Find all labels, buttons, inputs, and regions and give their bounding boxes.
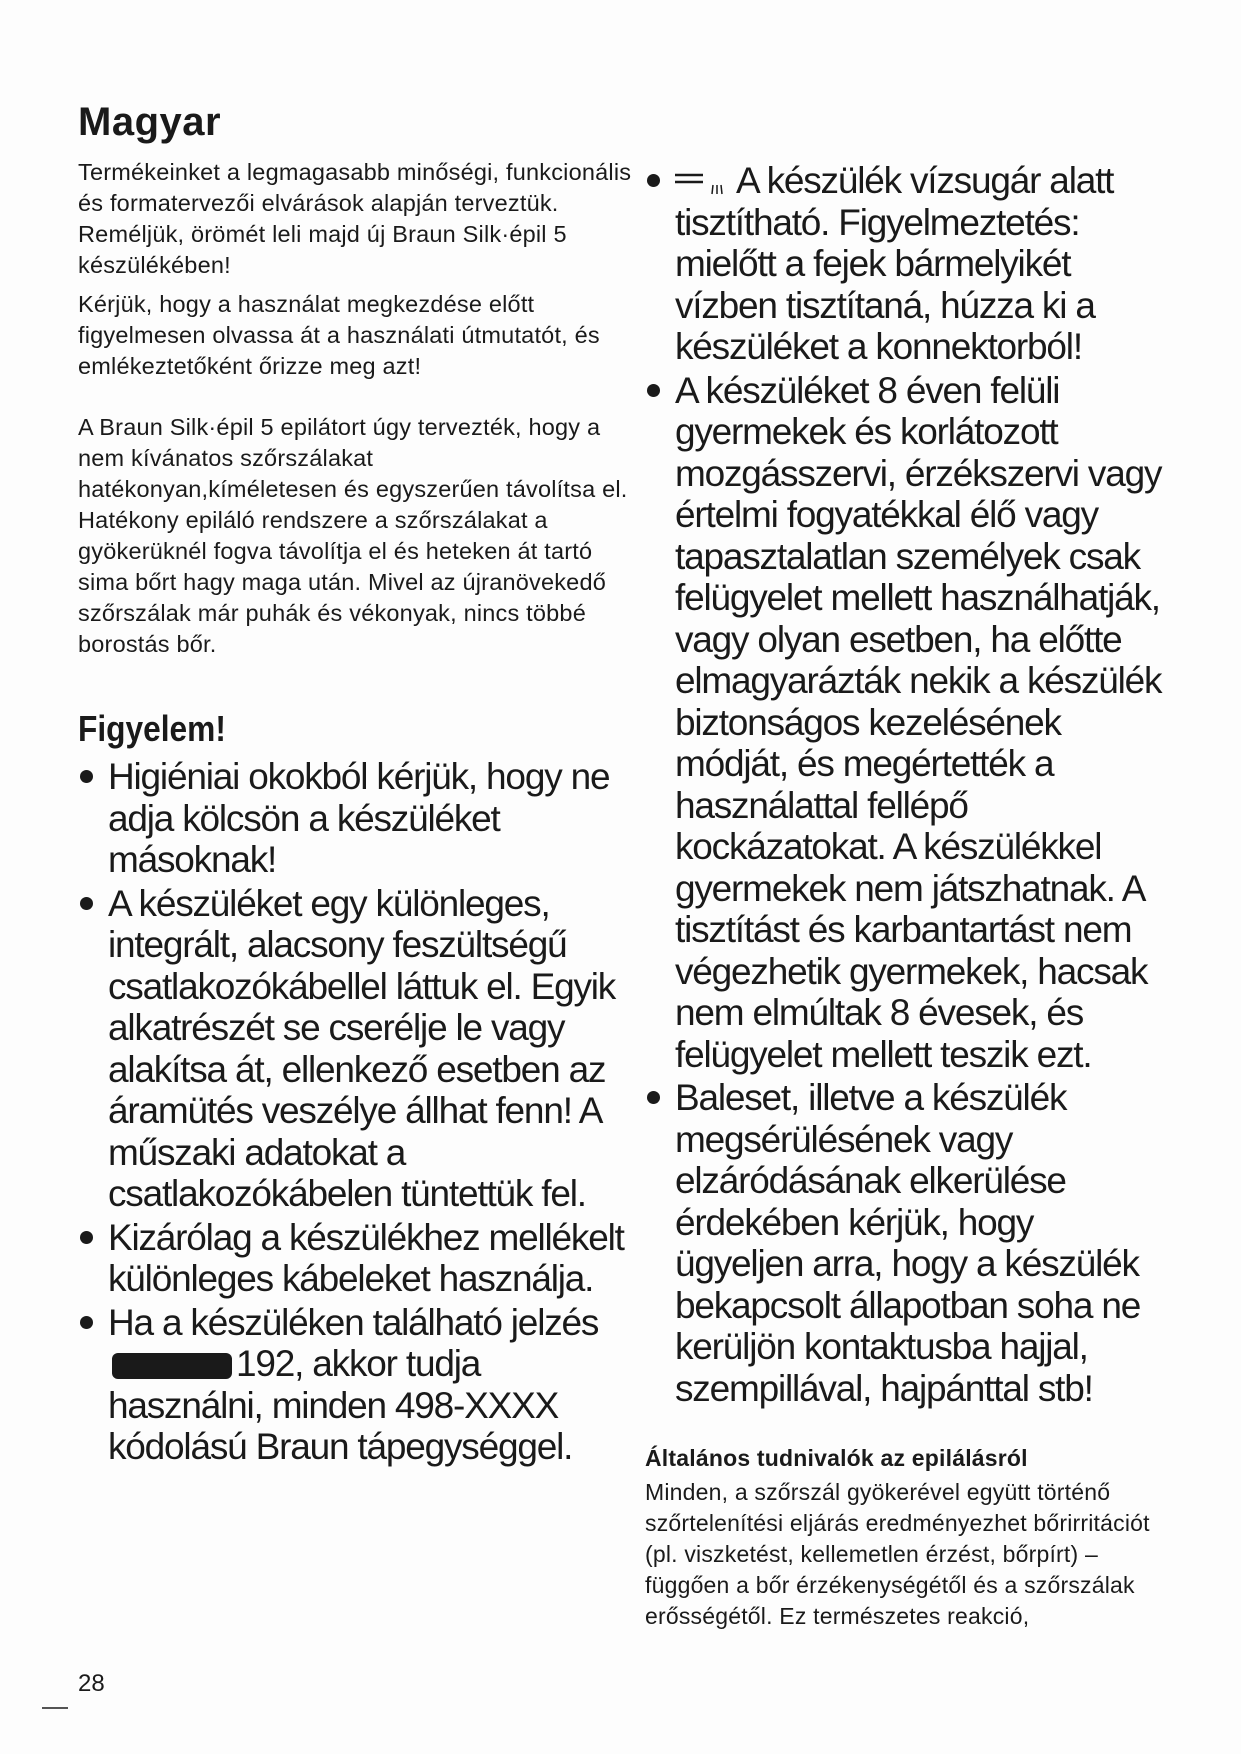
bullet-icon [647, 1091, 660, 1104]
warning-item-3 [78, 1217, 638, 1300]
bullet-icon [80, 1316, 93, 1329]
left-column [78, 100, 638, 1470]
warning-item-text: Higiéniai okokból kérjük, hogy ne adja kölcsön a készüléket másoknak! [108, 756, 610, 880]
water-rinse-icon [675, 162, 727, 192]
warning-item-text: Ha a készüléken található jelzés [108, 1301, 599, 1343]
warning-item-text: A készüléket 8 éven felüli gyermekek és korlátozott mozgásszervi, érzékszervi vagy értelmi fogyatékkal élő vagy tapasztalatlan személyek csak felügyelet mellett használhatják, vagy olyan esetben, ha előtte elmagyarázták nekik a készülék biztonságos kezelésének módját, és megértették a használattal fellépő kockázatokat. A készülékkel gyermekek nem játszhatnak. A tisztítást és karbantartást nem végezhetik gyermekek, hacsak nem elmúltak 8 évesek, és felügyelet mellett teszik ezt. [675, 369, 1162, 1075]
general-info-title: Általános tudnivalók az epilálásról [645, 1445, 1028, 1471]
intro-paragraph-1: Termékeinket a legmagasabb minőségi, funkcionális és formatervezői elvárások alapján terveztük. Reméljük, örömét leli majd új Braun Silk·épil 5 készülékében! [78, 159, 632, 278]
redacted-mark [112, 1353, 232, 1379]
warning-item-text: Kizárólag a készülékhez mellékelt különleges kábeleket használja. [108, 1216, 624, 1299]
warning-item-text: tudja használni, minden 498-XXXX kódolású Braun tápegységgel. [108, 1343, 573, 1467]
warning-item-4 [78, 1302, 638, 1468]
intro-paragraph-2: Kérjük, hogy a használat megkezdése előtt figyelmesen olvassa át a használati útmutatót, és emlékeztetőként őrizze meg azt! [78, 291, 600, 379]
bullet-icon [80, 897, 93, 910]
intro-section [78, 157, 638, 660]
page-title: Magyar [78, 100, 222, 144]
warning-item-7 [645, 1077, 1165, 1409]
warning-list-left [78, 756, 638, 1468]
warning-item-6 [645, 370, 1165, 1076]
bullet-icon [80, 770, 93, 783]
warning-item-text: A készülék vízsugár alatt tisztítható. Figyelmeztetés: mielőtt a fejek bármelyikét vízben tisztítaná, húzza ki a készüléket a konnektorból! [675, 160, 1114, 367]
warning-item-text: Baleset, illetve a készülék megsérülésének vagy elzáródásának elkerülése érdekében kérjük, hogy ügyeljen arra, hogy a készülék bekapcsolt állapotban soha ne kerüljön kontaktusba hajjal, szempillával, hajpánttal stb! [675, 1077, 1141, 1409]
edge-mark [42, 1707, 68, 1709]
warning-item-text: A készüléket egy különleges, integrált, alacsony feszültségű csatlakozókábellel láttuk el. Egyik alkatrészét se cserélje le vagy alakítsa át, ellenkező esetben az áramütés veszélye állhat fenn! A műszaki adatokat a csatlakozókábelen tüntettük fel. [108, 882, 616, 1214]
bullet-icon [80, 1231, 93, 1244]
bullet-icon [647, 384, 660, 397]
general-info-text: Minden, a szőrszál gyökerével együtt történő szőrtelenítési eljárás eredményezhet bőrirritációt (pl. viszketést, kellemetlen érzést, bőrpírt) – függően a bőr érzékenységétől és a szőrszálak erősségétől. Ez természetes reakció, [645, 1479, 1150, 1629]
warning-title: Figyelem! [78, 708, 226, 749]
warning-list-right [645, 160, 1165, 1409]
warning-item-text: 192, akkor [236, 1343, 397, 1384]
warning-item-2 [78, 883, 638, 1215]
page-number: 28 [78, 1670, 105, 1697]
right-column [645, 160, 1165, 1632]
warning-item-5 [645, 160, 1165, 368]
warning-item-1 [78, 756, 638, 881]
intro-paragraph-3: A Braun Silk·épil 5 epilátort úgy tervezték, hogy a nem kívánatos szőrszálakat hatékonyan,kíméletesen és egyszerűen távolítsa el. Hatékony epiláló rendszere a szőrszálakat a gyökerüknél fogva távolítja el és heteken át tartó sima bőrt hagy maga után. Mivel az újranövekedő szőrszálak már puhák és vékonyak, nincs többé borostás bőr. [78, 414, 628, 657]
bullet-icon [647, 174, 660, 187]
